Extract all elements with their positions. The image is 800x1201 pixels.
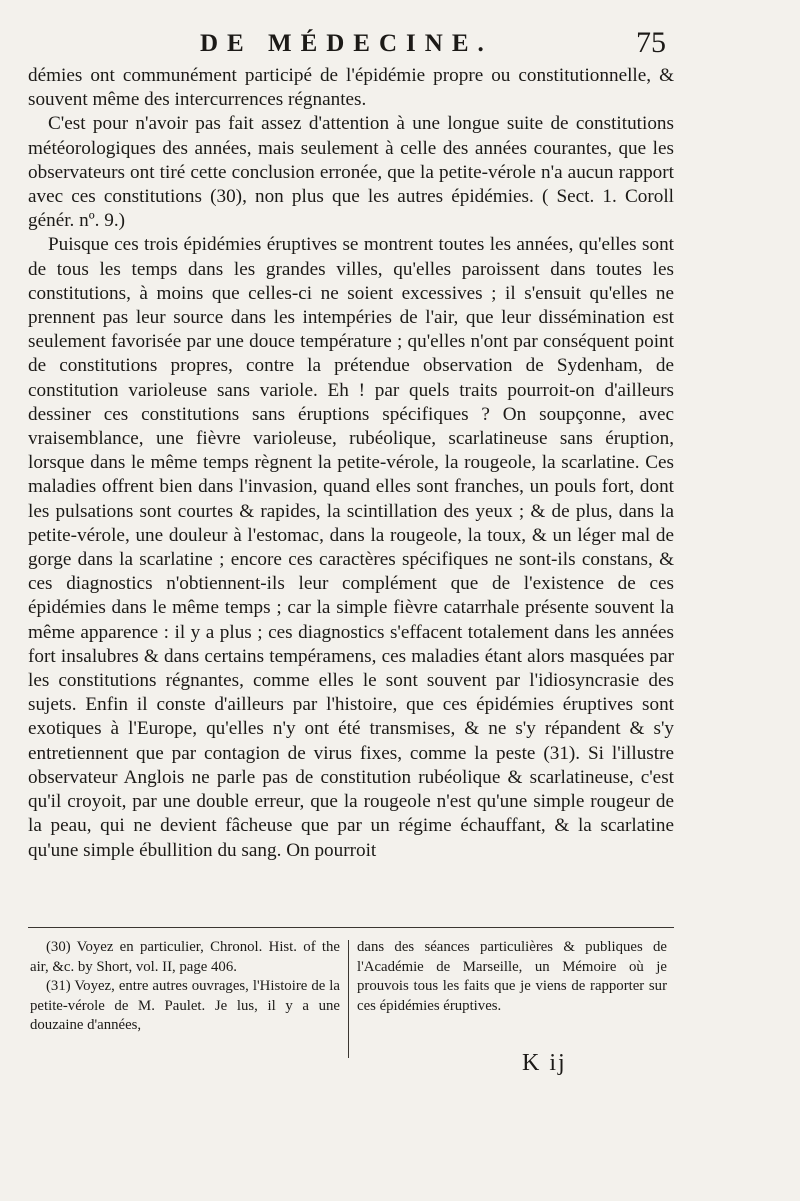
signature-mark: K ij	[522, 1050, 567, 1076]
footnotes-right-column	[357, 938, 667, 1016]
footnote-31-continued: dans des séances particulières & publiques de l'Académie de Marseille, un Mémoire où je prouvois tous les faits que je viens de rapporter sur ces épidémies éruptives.	[357, 939, 667, 1014]
footnote-30: (30) Voyez en particulier, Chronol. Hist. of the air, &c. by Short, vol. II, page 406.	[30, 939, 340, 975]
page-header	[0, 26, 800, 66]
paragraph-2: C'est pour n'avoir pas fait assez d'attention à une longue suite de constitutions météorologiques des années, mais seulement à celle des années courantes, que les observateurs ont tiré cette conclusion erronée, que la petite-vérole n'a aucun rapport avec ces constitutions (30), non plus que les autres épidémies. ( Sect. 1. Coroll génér. nº. 9.)	[28, 113, 674, 232]
footnote-rule	[28, 927, 674, 928]
footnotes	[30, 938, 675, 1068]
footnote-column-divider	[348, 940, 349, 1058]
running-head: DE MÉDECINE.	[200, 30, 493, 57]
paragraph-3: Puisque ces trois épidémies éruptives se montrent toutes les années, qu'elles sont de tous les temps dans les grandes villes, qu'elles paroissent dans toutes les constitutions, à moins que celles-ci ne soient excessives ; il s'ensuit qu'elles ne prennent pas leur source dans les intempéries de l'air, que leur dissémination est seulement favorisée par une douce température ; qu'elles n'ont par conséquent point de constitutions propres, contre la prétendue observation de Sydenham, de constitution varioleuse sans variole. Eh ! par quels traits pourroit-on d'ailleurs dessiner ces constitutions sans éruptions spécifiques ? On soupçonne, avec vraisemblance, une fièvre varioleuse, rubéolique, scarlatineuse sans éruption, lorsque dans le même temps règnent la petite-vérole, la rougeole, la scarlatine. Ces maladies offrent bien dans l'invasion, quand elles sont franches, un pouls fort, dont les pulsations sont courtes & rapides, la scintillation des yeux ; & de plus, dans la petite-vérole, une douleur à l'estomac, dans la rougeole, la toux, & un léger mal de gorge dans la scarlatine ; encore ces caractères spécifiques ne sont-ils constans, & ces diagnostics n'obtiennent-ils leur complément que de l'existence de ces épidémies dans le même temps ; car la simple fièvre catarrhale présente souvent la même apparence : il y a plus ; ces diagnostics s'effacent totalement dans les années fort insalubres & dans certains tempéramens, ces maladies étant alors masquées par les constitutions régnantes, comme elles le sont souvent par l'idiosyncrasie des sujets. Enfin il conste d'ailleurs par l'histoire, que ces épidémies éruptives sont exotiques à l'Europe, qu'elles n'y ont été transmises, & ne s'y répandent & s'y entretiennent que par contagion de virus fixes, comme la peste (31). Si l'illustre observateur Anglois ne parle pas de constitution rubéolique & scarlatineuse, c'est qu'il croyoit, par une double erreur, que la rougeole n'est qu'une simple rougeur de la peau, qui ne devient fâcheuse que par un régime échauffant, & la scarlatine qu'une simple ébullition du sang. On pourroit	[28, 234, 674, 861]
footnote-31: (31) Voyez, entre autres ouvrages, l'Histoire de la petite-vérole de M. Paulet. Je lus, il y a une douzaine d'années,	[30, 978, 340, 1034]
main-text	[28, 64, 674, 863]
paragraph-1: démies ont communément participé de l'épidémie propre ou constitutionnelle, & souvent même des intercurrences régnantes.	[28, 65, 674, 111]
page-number: 75	[636, 26, 666, 59]
footnotes-left-column	[30, 938, 340, 1036]
